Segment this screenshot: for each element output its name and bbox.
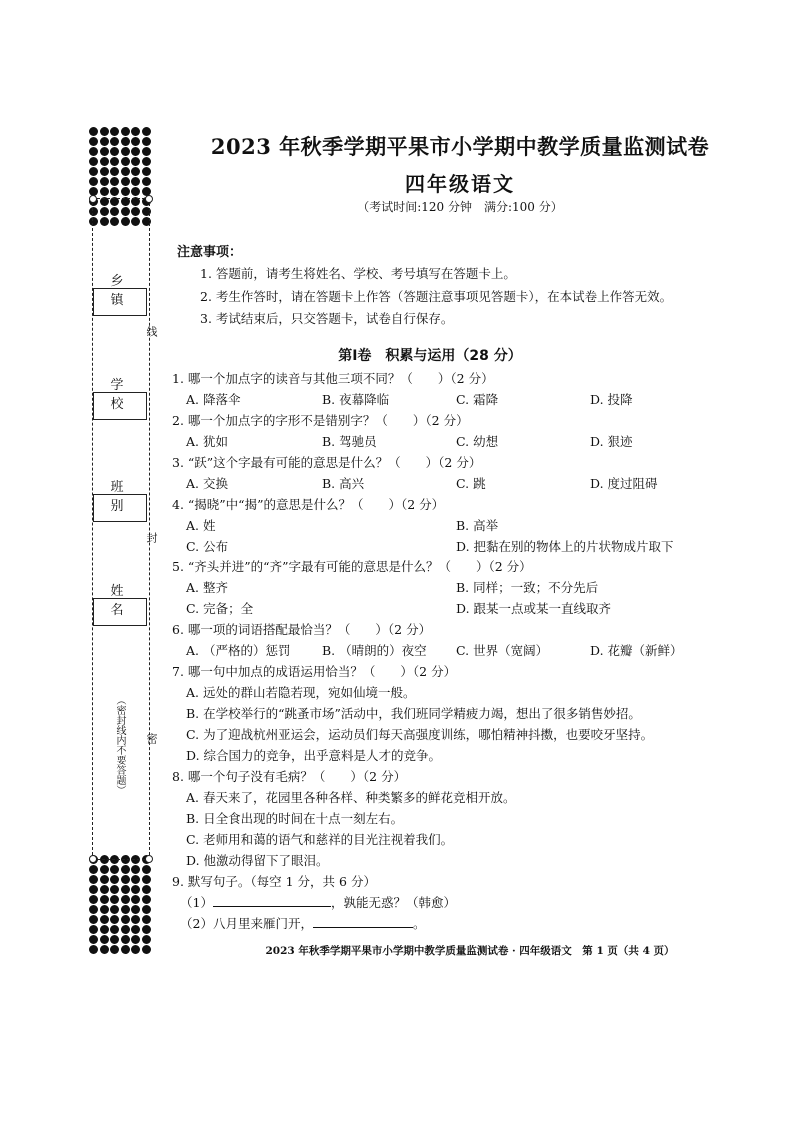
dot — [131, 187, 140, 196]
notes-title: 注意事项： — [177, 245, 243, 260]
dot — [142, 147, 151, 156]
name-field[interactable] — [93, 598, 147, 626]
fill-prefix: （1） — [180, 895, 213, 910]
dot — [110, 865, 119, 874]
answer-blank[interactable] — [213, 894, 331, 907]
binding-corner — [89, 855, 97, 863]
page-footer: 2023 年秋季学期平果市小学期中教学质量监测试卷 · 四年级语文 第 1 页（共 4 页） — [265, 945, 675, 957]
fill-line — [180, 914, 425, 932]
dot — [142, 865, 151, 874]
question-stem: 4. “揭晓”中“揭”的意思是什么？（ ）（2 分） — [172, 497, 445, 512]
dot — [110, 935, 119, 944]
dot — [100, 167, 109, 176]
fill-prefix: （2）八月里来雁门开， — [180, 916, 313, 931]
dot — [131, 157, 140, 166]
dot — [121, 187, 130, 196]
side-label-class: 班 别 — [110, 480, 134, 514]
option: A. 降落伞 — [186, 392, 241, 407]
dot — [89, 157, 98, 166]
question-stem: 3. “跃”这个字最有可能的意思是什么？（ ）（2 分） — [172, 455, 482, 470]
option: C. 跳 — [456, 476, 486, 491]
option: B. 夜幕降临 — [322, 392, 390, 407]
answer-blank[interactable] — [313, 915, 413, 928]
binding-corner — [145, 195, 153, 203]
dot — [100, 885, 109, 894]
question-stem: 1. 哪一个加点字的读音与其他三项不同？（ ）（2 分） — [172, 371, 494, 386]
dot — [110, 945, 119, 954]
dot — [142, 127, 151, 136]
question-stem: 5. “齐头并进”的“齐”字最有可能的意思是什么？（ ）（2 分） — [172, 559, 532, 574]
dot — [142, 925, 151, 934]
dot — [110, 905, 119, 914]
dot — [131, 137, 140, 146]
dot — [100, 865, 109, 874]
option: C. 为了迎战杭州亚运会，运动员们每天高强度训练，哪怕精神抖擞，也要咬牙坚持。 — [186, 727, 654, 742]
option: A. 姓 — [186, 518, 216, 533]
option: B. 在学校举行的“跳蚤市场”活动中，我们班同学精疲力竭，想出了很多销售妙招。 — [186, 706, 641, 721]
dot — [121, 905, 130, 914]
option: A. 春天来了，花园里各种各样、种类繁多的鲜花竞相开放。 — [186, 790, 516, 805]
dot — [89, 167, 98, 176]
dot — [100, 935, 109, 944]
dot — [121, 137, 130, 146]
option: B. 驾驰员 — [322, 434, 377, 449]
dot — [142, 137, 151, 146]
dot — [100, 905, 109, 914]
option: C. 老师用和蔼的语气和慈祥的目光注视着我们。 — [186, 832, 454, 847]
question-stem: 7. 哪一句中加点的成语运用恰当？（ ）（2 分） — [172, 664, 457, 679]
option: D. 狠迹 — [590, 434, 633, 449]
dot — [142, 935, 151, 944]
section-title: 第Ⅰ卷 积累与运用（28 分） — [338, 348, 522, 364]
option: B. 日全食出现的时间在十点一刻左右。 — [186, 811, 404, 826]
dot — [121, 865, 130, 874]
dot — [142, 915, 151, 924]
dot — [131, 935, 140, 944]
dot — [100, 127, 109, 136]
dot — [110, 147, 119, 156]
exam-subtitle: 四年级语文 — [405, 172, 515, 196]
dot — [131, 895, 140, 904]
option: B. 同样；一致；不分先后 — [456, 580, 599, 595]
dot — [89, 875, 98, 884]
town-field[interactable] — [93, 288, 147, 316]
dot — [89, 895, 98, 904]
dot — [121, 147, 130, 156]
note-item: 2. 考生作答时，请在答题卡上作答（答题注意事项见答题卡），在本试卷上作答无效。 — [200, 289, 673, 304]
option: B. 高兴 — [322, 476, 365, 491]
dot — [110, 127, 119, 136]
dot — [89, 147, 98, 156]
question-stem: 8. 哪一个句子没有毛病？（ ）（2 分） — [172, 769, 407, 784]
option: C. 幼想 — [456, 434, 499, 449]
dot — [131, 945, 140, 954]
dot — [100, 187, 109, 196]
dot — [121, 945, 130, 954]
option: A. 整齐 — [186, 580, 228, 595]
dot — [131, 865, 140, 874]
school-field[interactable] — [93, 392, 147, 420]
dot — [131, 915, 140, 924]
dot — [121, 177, 130, 186]
dot — [121, 875, 130, 884]
dot — [142, 905, 151, 914]
dot — [89, 885, 98, 894]
dot — [131, 875, 140, 884]
dot — [100, 925, 109, 934]
dot — [131, 177, 140, 186]
side-label-town: 乡 镇 — [110, 274, 134, 308]
option: A. 远处的群山若隐若现，宛如仙境一般。 — [186, 685, 416, 700]
dot — [121, 157, 130, 166]
dot — [110, 895, 119, 904]
dot — [100, 875, 109, 884]
option: D. 跟某一点或某一直线取齐 — [456, 601, 612, 616]
dot — [131, 127, 140, 136]
seal-instruction: （密封线内不要答题） — [114, 695, 125, 795]
dot — [121, 925, 130, 934]
option: D. 投降 — [590, 392, 633, 407]
dot — [142, 157, 151, 166]
dot — [89, 925, 98, 934]
dot — [110, 157, 119, 166]
dot — [110, 167, 119, 176]
dot — [89, 935, 98, 944]
dot — [89, 905, 98, 914]
bottom-dot-pattern — [89, 855, 151, 954]
dot — [100, 147, 109, 156]
dot — [110, 875, 119, 884]
dot — [110, 177, 119, 186]
dot — [131, 167, 140, 176]
dot — [110, 187, 119, 196]
class-field[interactable] — [93, 494, 147, 522]
exam-info: （考试时间:120 分钟 满分:100 分） — [357, 200, 563, 214]
dot — [131, 905, 140, 914]
question-stem: 9. 默写句子。（每空 1 分，共 6 分） — [172, 874, 376, 889]
dot — [89, 945, 98, 954]
dot — [100, 137, 109, 146]
note-item: 1. 答题前，请考生将姓名、学校、考号填写在答题卡上。 — [200, 266, 516, 281]
dot — [100, 895, 109, 904]
dot — [121, 127, 130, 136]
dot — [110, 885, 119, 894]
dot — [142, 885, 151, 894]
dot — [100, 177, 109, 186]
dot — [89, 915, 98, 924]
dot — [100, 945, 109, 954]
option: C. 公布 — [186, 539, 229, 554]
option: A. 交换 — [186, 476, 228, 491]
seal-mark-seal: 封 — [145, 532, 158, 543]
dot — [131, 885, 140, 894]
dot — [100, 157, 109, 166]
option: B. 高举 — [456, 518, 499, 533]
dot — [121, 895, 130, 904]
option: D. 他激动得留下了眼泪。 — [186, 853, 329, 868]
dot — [121, 167, 130, 176]
dot — [142, 167, 151, 176]
question-stem: 6. 哪一项的词语搭配最恰当？（ ）（2 分） — [172, 622, 432, 637]
dot — [121, 915, 130, 924]
binding-corner — [145, 855, 153, 863]
option: A. （严格的）惩罚 — [186, 643, 291, 658]
option: D. 度过阻碍 — [590, 476, 658, 491]
dot — [100, 915, 109, 924]
side-label-name: 姓 名 — [110, 584, 134, 618]
dot — [89, 127, 98, 136]
option: B. （晴朗的）夜空 — [322, 643, 427, 658]
option: C. 霜降 — [456, 392, 499, 407]
dot — [110, 137, 119, 146]
dot — [142, 945, 151, 954]
option: D. 综合国力的竞争，出乎意料是人才的竞争。 — [186, 748, 442, 763]
fill-suffix: ，孰能无惑？（韩愈） — [330, 895, 456, 910]
option: D. 把黏在别的物体上的片状物成片取下 — [456, 539, 674, 554]
dot — [89, 137, 98, 146]
dot — [142, 895, 151, 904]
question-stem: 2. 哪一个加点字的字形不是错别字？（ ）（2 分） — [172, 413, 469, 428]
option: D. 花瓣（新鲜） — [590, 643, 683, 658]
option: C. 完备；全 — [186, 601, 254, 616]
dot — [131, 147, 140, 156]
option: C. 世界（宽阔） — [456, 643, 549, 658]
dot — [142, 177, 151, 186]
dot — [121, 885, 130, 894]
option: A. 犹如 — [186, 434, 228, 449]
dot — [110, 925, 119, 934]
dot — [121, 935, 130, 944]
side-label-school: 学 校 — [110, 378, 134, 412]
exam-title: 2023 年秋季学期平果市小学期中教学质量监测试卷 — [210, 134, 710, 159]
binding-corner — [89, 195, 97, 203]
dot — [89, 177, 98, 186]
seal-mark-line: 线 — [145, 326, 158, 337]
seal-mark-secret: 密 — [145, 733, 158, 744]
dot — [89, 865, 98, 874]
fill-line — [180, 893, 456, 911]
note-item: 3. 考试结束后，只交答题卡，试卷自行保存。 — [200, 311, 454, 326]
dot — [142, 875, 151, 884]
dot — [131, 925, 140, 934]
fill-suffix: 。 — [412, 916, 426, 931]
dot — [110, 915, 119, 924]
